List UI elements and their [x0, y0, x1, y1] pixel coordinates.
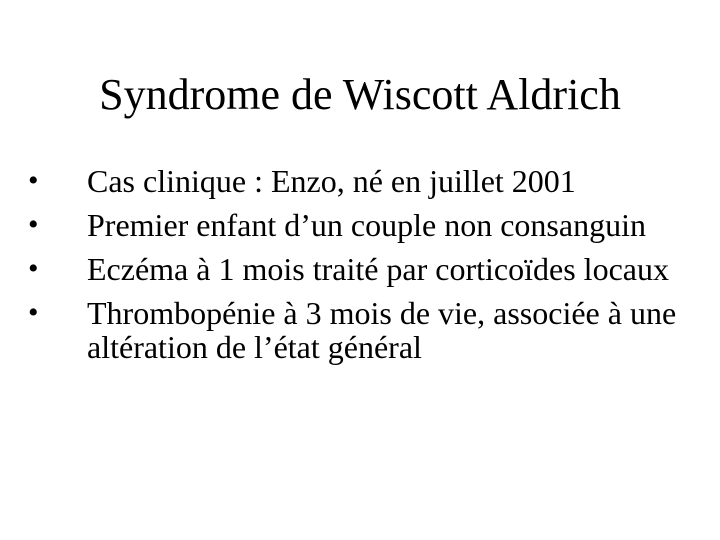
bullet-text: Cas clinique : Enzo, né en juillet 2001: [87, 163, 576, 199]
bullet-icon: •: [28, 252, 39, 285]
bullet-icon: •: [28, 208, 39, 241]
bullet-icon: •: [28, 164, 39, 197]
slide-title: Syndrome de Wiscott Aldrich: [99, 70, 621, 119]
bullet-text: Premier enfant d’un couple non consanguin: [87, 207, 646, 243]
bullet-text: Eczéma à 1 mois traité par corticoïdes locaux: [87, 251, 669, 287]
list-item: [28, 164, 688, 198]
list-item: [28, 208, 688, 242]
bullet-icon: •: [28, 296, 39, 329]
list-item: [28, 296, 688, 364]
bullet-text: Thrombopénie à 3 mois de vie, associée à une altération de l’état général: [87, 295, 677, 365]
list-item: [28, 252, 688, 286]
bullet-list: [28, 164, 688, 374]
